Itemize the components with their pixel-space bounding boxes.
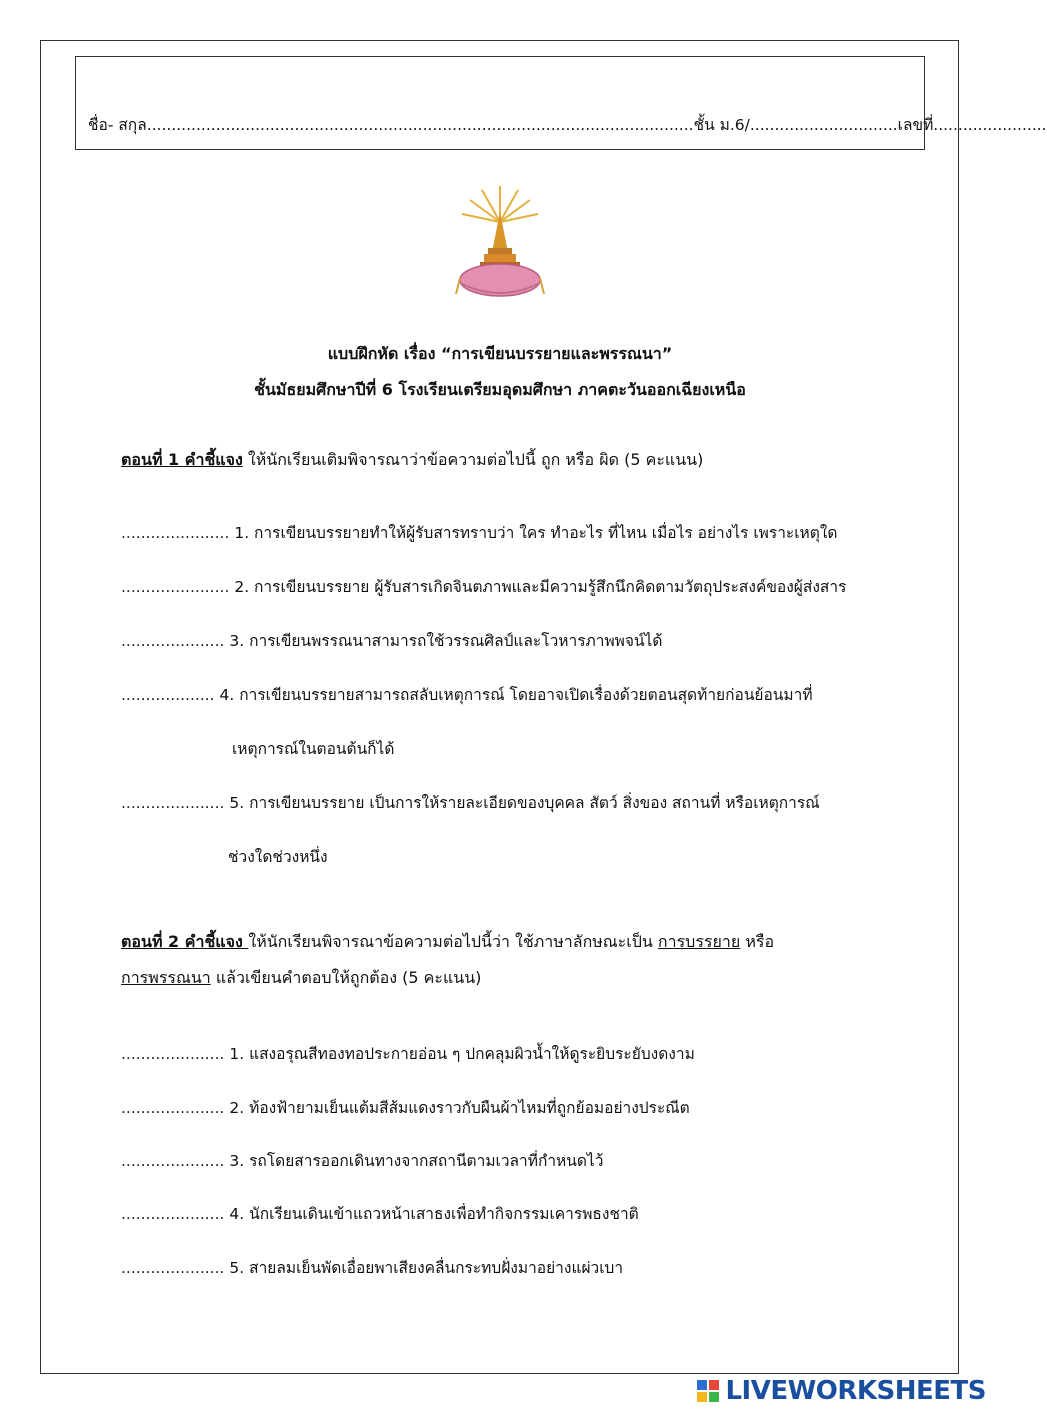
- answer-blank[interactable]: ......................: [121, 524, 230, 542]
- item-text: 5. การเขียนบรรยาย เป็นการให้รายละเอียดของบุคคล สัตว์ สิ่งของ สถานที่ หรือเหตุการณ์: [224, 794, 820, 812]
- part2-item-5: [121, 1255, 901, 1280]
- part2-instruction-a: ให้นักเรียนพิจารณาข้อความต่อไปนี้ว่า ใช้ภาษาลักษณะเป็น: [248, 932, 658, 951]
- answer-blank[interactable]: .....................: [121, 794, 225, 812]
- item-text: 5. สายลมเย็นพัดเอื่อยพาเสียงคลื่นกระทบฝั่งมาอย่างแผ่วเบา: [224, 1259, 624, 1277]
- item-text: 3. รถโดยสารออกเดินทางจากสถานีตามเวลาที่กำหนดไว้: [224, 1152, 604, 1170]
- part1-item-2: [121, 574, 901, 599]
- liveworksheets-logo-icon: [697, 1380, 719, 1402]
- answer-blank[interactable]: ......................: [121, 578, 230, 596]
- item-text: 3. การเขียนพรรณนาสามารถใช้วรรณศิลป์และโวหารภาพพจน์ได้: [224, 632, 663, 650]
- school-emblem-icon: [452, 182, 548, 304]
- liveworksheets-brand: [697, 1376, 986, 1406]
- part2-label: ตอนที่ 2 คำชี้แจง: [121, 932, 249, 951]
- part1-item-1: [121, 520, 901, 545]
- part1-item-3: [121, 628, 901, 653]
- part1-item-5-continuation: ช่วงใดช่วงหนึ่ง: [228, 848, 328, 866]
- item-text: 4. การเขียนบรรยายสามารถสลับเหตุการณ์ โดยอาจเปิดเรื่องด้วยตอนสุดท้ายก่อนย้อนมาที่: [214, 686, 813, 704]
- brand-text: LIVEWORKSHEETS: [725, 1376, 986, 1406]
- option-description: การพรรณนา: [121, 968, 211, 987]
- part2-item-3: [121, 1148, 901, 1173]
- part1-label: ตอนที่ 1 คำชี้แจง: [121, 450, 243, 469]
- item-text: 2. ท้องฟ้ายามเย็นแต้มสีส้มแดงราวกับผืนผ้าไหมที่ถูกย้อมอย่างประณีต: [224, 1099, 690, 1117]
- part1-item-5: [121, 790, 901, 815]
- item-text: 2. การเขียนบรรยาย ผู้รับสารเกิดจินตภาพและมีความรู้สึกนึกคิดตามวัตถุประสงค์ของผู้ส่งสาร: [229, 578, 847, 596]
- part1-item-4: [121, 682, 901, 707]
- part1-instruction: ให้นักเรียนเติมพิจารณาว่าข้อความต่อไปนี้ ถูก หรือ ผิด (5 คะแนน): [242, 450, 704, 469]
- option-narration: การบรรยาย: [657, 932, 741, 951]
- answer-blank[interactable]: .....................: [121, 632, 225, 650]
- item-text: 4. นักเรียนเดินเข้าแถวหน้าเสาธงเพื่อทำกิจกรรมเคารพธงชาติ: [224, 1205, 639, 1223]
- part1-heading: [121, 442, 891, 478]
- worksheet-title: แบบฝึกหัด เรื่อง “การเขียนบรรยายและพรรณนา”: [327, 344, 673, 363]
- item-text: 1. การเขียนบรรยายทำให้ผู้รับสารทราบว่า ใคร ทำอะไร ที่ไหน เมื่อไร อย่างไร เพราะเหตุใด: [229, 524, 838, 542]
- student-info-line[interactable]: ชื่อ- สกุล...............................................................................................................ชั้น ม.6/..............................เลขที่.......................: [88, 116, 1047, 134]
- answer-blank[interactable]: .....................: [121, 1152, 225, 1170]
- part2-item-1: [121, 1041, 901, 1066]
- item-text: 1. แสงอรุณสีทองทอประกายอ่อน ๆ ปกคลุมผิวน้ำให้ดูระยิบระยับงดงาม: [224, 1045, 695, 1063]
- part1-item-4-continuation: เหตุการณ์ในตอนต้นก็ได้: [232, 740, 395, 758]
- answer-blank[interactable]: .....................: [121, 1259, 225, 1277]
- part2-item-4: [121, 1201, 901, 1226]
- part2-instruction-b: แล้วเขียนคำตอบให้ถูกต้อง (5 คะแนน): [210, 968, 482, 987]
- answer-blank[interactable]: .....................: [121, 1099, 225, 1117]
- answer-blank[interactable]: ...................: [121, 686, 215, 704]
- connector-or: หรือ: [740, 932, 775, 951]
- part2-item-2: [121, 1095, 901, 1120]
- answer-blank[interactable]: .....................: [121, 1045, 225, 1063]
- worksheet-subtitle: ชั้นมัธยมศึกษาปีที่ 6 โรงเรียนเตรียมอุดมศึกษา ภาคตะวันออกเฉียงเหนือ: [254, 380, 746, 399]
- answer-blank[interactable]: .....................: [121, 1205, 225, 1223]
- part2-heading: [121, 924, 891, 996]
